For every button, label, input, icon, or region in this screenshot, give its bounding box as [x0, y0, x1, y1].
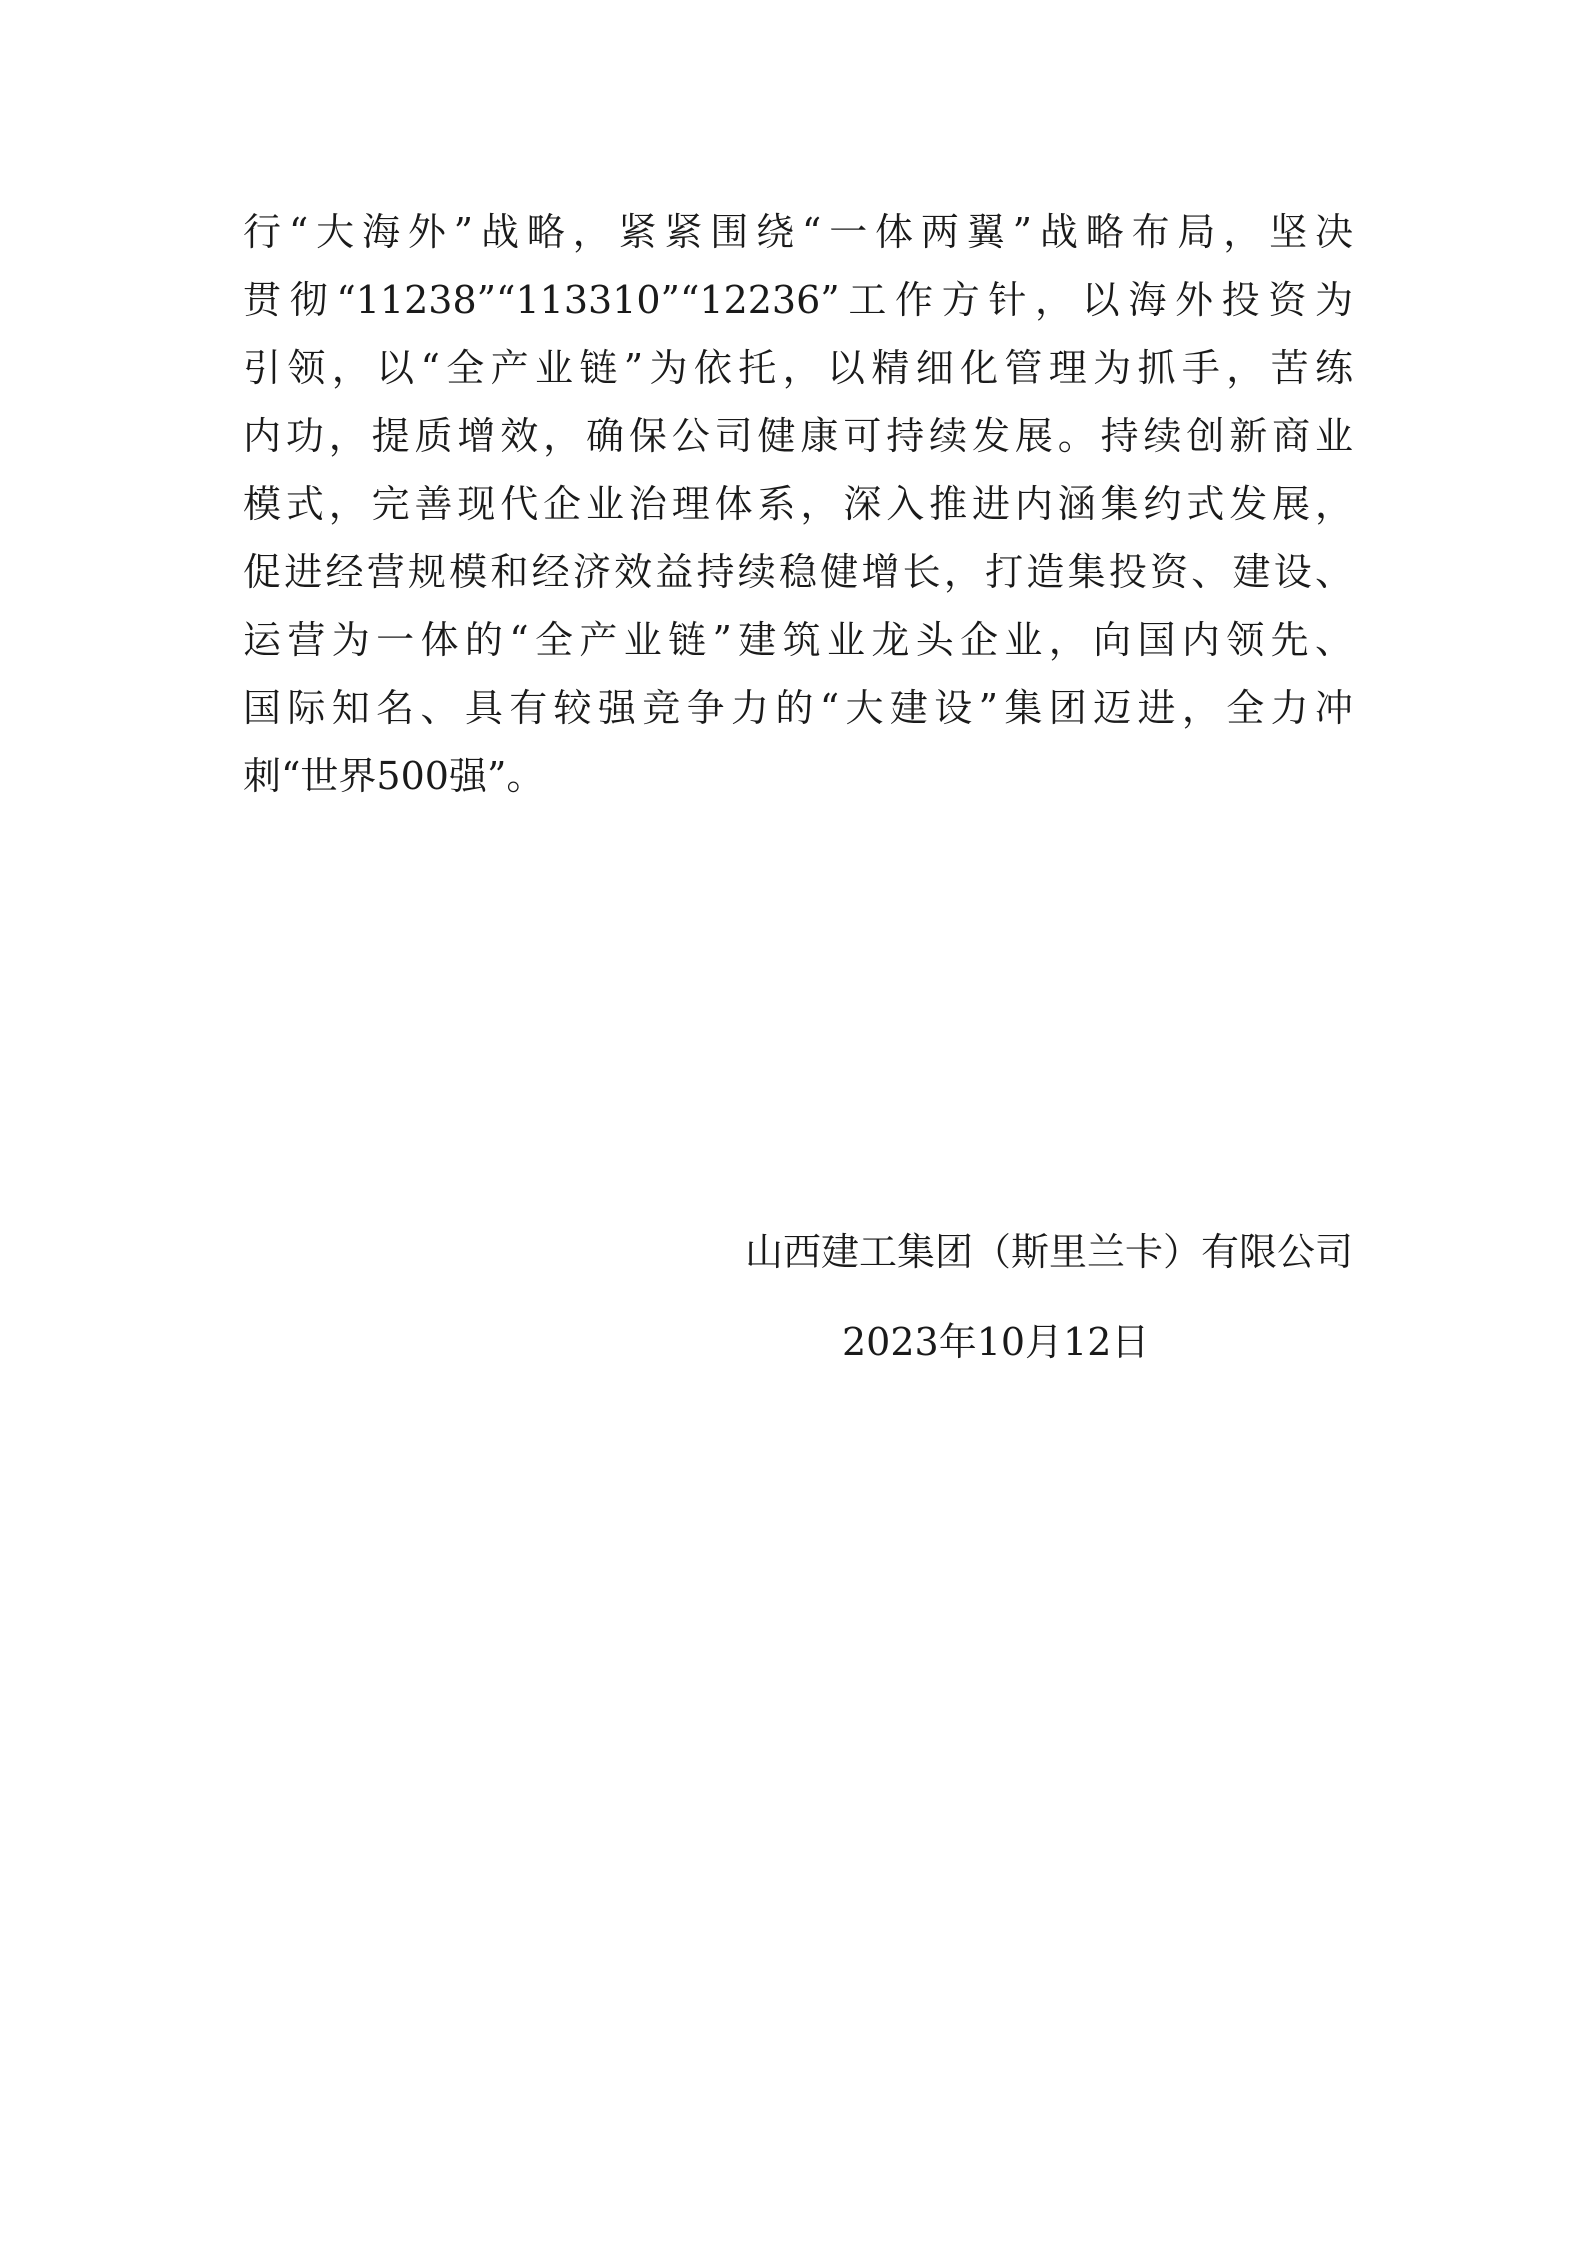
- signature-organization: 山西建工集团（斯里兰卡）有限公司: [744, 1230, 1353, 1274]
- signature-date: 2023年10月12日: [842, 1320, 1150, 1364]
- body-paragraph: [243, 198, 1353, 810]
- paragraph-line: 内功，提质增效，确保公司健康可持续发展。持续创新商业: [243, 414, 1353, 458]
- paragraph-line: 引领，以“全产业链”为依托，以精细化管理为抓手，苦练: [243, 346, 1353, 390]
- paragraph-line: 行“大海外”战略，紧紧围绕“一体两翼”战略布局，坚决: [243, 210, 1353, 254]
- paragraph-line: 促进经营规模和经济效益持续稳健增长，打造集投资、建设、: [243, 550, 1353, 594]
- paragraph-line: 运营为一体的“全产业链”建筑业龙头企业，向国内领先、: [243, 618, 1353, 662]
- paragraph-line: 刺“世界500强”。: [243, 754, 545, 798]
- signature-block: [745, 1218, 1353, 1286]
- paragraph-line: 模式，完善现代企业治理体系，深入推进内涵集约式发展，: [243, 482, 1353, 526]
- paragraph-line: 贯彻“11238”“113310”“12236”工作方针，以海外投资为: [243, 278, 1353, 322]
- paragraph-line: 国际知名、具有较强竞争力的“大建设”集团迈进，全力冲: [243, 686, 1353, 730]
